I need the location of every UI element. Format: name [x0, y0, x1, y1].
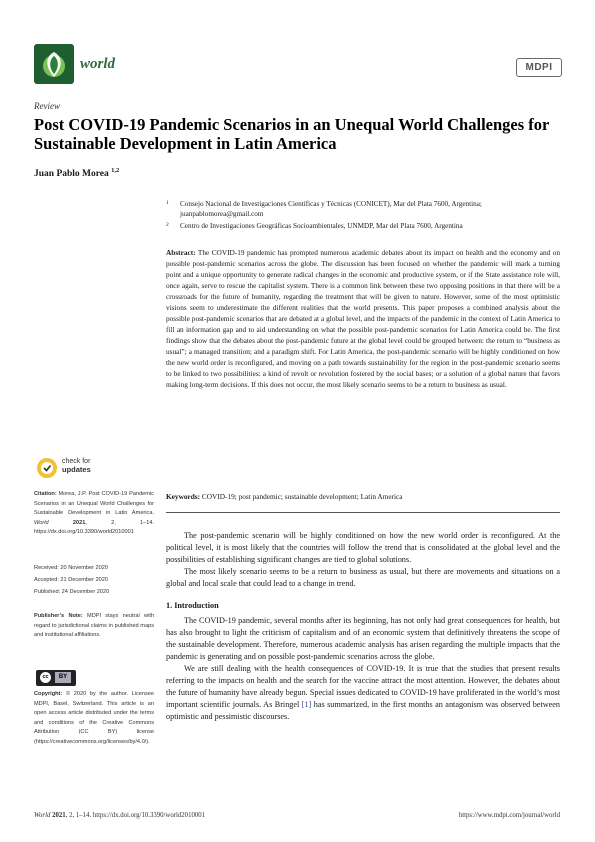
received-date: Received: 20 November 2020: [34, 565, 109, 571]
section-divider: [166, 512, 560, 513]
author-name: Juan Pablo Morea: [34, 169, 109, 180]
citation-label: Citation:: [34, 491, 57, 497]
reference-link[interactable]: [1]: [301, 700, 312, 709]
footer-journal-url[interactable]: https://www.mdpi.com/journal/world: [458, 812, 560, 819]
main-text: [166, 530, 560, 723]
author-affiliation-marks: 1,2: [111, 167, 120, 174]
cc-icon: cc: [40, 672, 51, 683]
publisher-note-text: MDPI stays neutral with regard to jurisdictional claims in published maps and institutional affiliations.: [34, 613, 154, 639]
cc-by-license-badge[interactable]: [36, 670, 76, 686]
abstract-text: The COVID-19 pandemic has prompted numerous academic debates about its impact on health and the economy and on possible post-pandemic scenarios across the globe. The discussion has been focused on whether the pandemic will mark a turning point and a unique opportunity to generate radical changes in the economic and productive system, or if the State assistance role will, once again, serve to rescue the capitalist system. There is a common link between these two opposing positions in that there will be a crossroads for the future of humanity, regarding the treatment that will be given to nature. However, some of the most optimistic visions seem to underestimate the different realities that the world presents. This paper proposes a combined analysis about the possible post-pandemic scenarios that are debated at a global level, and the impacts of the pandemic in the context of Latin America to fill an information gap and to aid understanding on what the possible post-pandemic scenarios for Latin America could be. The first findings show that the debates about the post-pandemic future at the global level could be grouped between: the return to “business as usual”; a managed transition; and a paradigm shift. For Latin America, the post-pandemic scenario will be highly conditioned on how the new world order is reconfigured, and moving on a path towards sustainability for the region in the post-pandemic scenario seems to be linked to two possibilities: a kind of revolt or revolution fostered by the social bases; or a solution of a global nature that favors making long-term decisions. If this does not occur, the most likely scenario seems to be a return to business as usual.: [166, 248, 560, 389]
check-for-updates-icon[interactable]: [36, 457, 58, 479]
check-for-updates-label[interactable]: [62, 458, 91, 475]
copyright-label: Copyright:: [34, 691, 63, 697]
citation-text: Morea, J.P. Post COVID-19 Pandemic Scenarios in an Unequal World Challenges for Sustainable Development in Latin America.: [34, 491, 154, 517]
accepted-date: Accepted: 21 December 2020: [34, 577, 109, 583]
citation-journal: World: [34, 519, 49, 526]
affiliation-text: Consejo Nacional de Investigaciones Científicas y Técnicas (CONICET), Mar del Plata 7600, Argentina; juanpablomorea@gmail.com: [180, 200, 482, 218]
body-paragraph: The COVID-19 pandemic, several months after its beginning, has not only had great consequences for health, but has also brought to light the criticism of capitalism and of an economic system that definitively threatens the scope of the sustainable development. Therefore, numerous academic analysis has arisen regarding the multiple impacts that the pandemic is generating and on possible post-pandemic scenarios across the globe.: [166, 616, 560, 661]
copyright-text: © 2020 by the author. Licensee MDPI, Basel, Switzerland. This article is an open access article distributed under the terms and conditions of the Creative Commons Attribution (CC BY) license (https://creativecommons.org/licenses/by/4.0/).: [34, 691, 154, 745]
journal-name: world: [80, 56, 116, 72]
abstract: [166, 247, 560, 390]
body-paragraph: [166, 663, 560, 723]
citation-rest[interactable]: , 2, 1–14. https://dx.doi.org/10.3390/world2010001: [34, 519, 155, 536]
publisher-logo: MDPI: [516, 58, 562, 77]
keywords: [166, 492, 560, 501]
publisher-note-label: Publisher’s Note:: [34, 613, 83, 619]
footer-journal: World: [34, 812, 51, 819]
author-line: [34, 167, 119, 179]
globe-leaf-icon: [34, 44, 74, 84]
footer-doi[interactable]: , 2, 1–14. https://dx.doi.org/10.3390/world2010001: [65, 812, 206, 819]
copyright-notice: [34, 690, 154, 748]
intro-paragraph: The most likely scenario seems to be a return to business as usual, but there are movements and situations on a global and local scale that could lead to a change in trend.: [166, 567, 560, 588]
article-type: Review: [34, 101, 60, 111]
by-icon: BY: [55, 672, 71, 683]
intro-paragraph: The post-pandemic scenario will be highly conditioned on how the new world order is reconfigured. At the political level, it is most likely that the countries will follow the trend that is consolidated at the global level and the possibilities of establishing significant changes are tied to global solutions.: [166, 531, 560, 564]
affiliation-number: 2: [166, 222, 169, 228]
citation-year: 2021: [72, 519, 86, 526]
journal-logo: [34, 44, 74, 84]
citation-block: [34, 490, 154, 538]
check-line-2: updates: [62, 465, 91, 474]
affiliation-text: Centro de Investigaciones Geográficas Socioambientales, UNMDP, Mar del Plata 7600, Argentina: [180, 222, 463, 230]
footer-citation: [34, 812, 205, 819]
footer-year: 2021: [52, 812, 66, 819]
article-title: Post COVID-19 Pandemic Scenarios in an Unequal World Challenges for Sustainable Development in Latin America: [34, 115, 550, 153]
check-line-1: check for: [62, 458, 91, 465]
affiliation-number: 1: [166, 200, 169, 206]
body-text: We are still dealing with the health consequences of COVID-19. It is true that the studies that present results referring to the impacts on health and the search for the vaccine attract the most attention. However, the debates about the future of humanity have already begun. Special issues dedicated to COVID-19 have proliferated in the world’s most important scientific journals. As Bringel: [166, 664, 560, 709]
publisher-note: [34, 612, 154, 641]
published-date: Published: 24 December 2020: [34, 589, 110, 595]
keywords-label: Keywords:: [166, 492, 201, 501]
body-text: has summarized, in the first months an antagonism was observed between optimistic and pessimistic discourses.: [166, 700, 560, 721]
keywords-text: COVID-19; post pandemic; sustainable development; Latin America: [201, 492, 403, 501]
section-heading: 1. Introduction: [166, 601, 219, 610]
abstract-label: Abstract:: [166, 248, 196, 257]
